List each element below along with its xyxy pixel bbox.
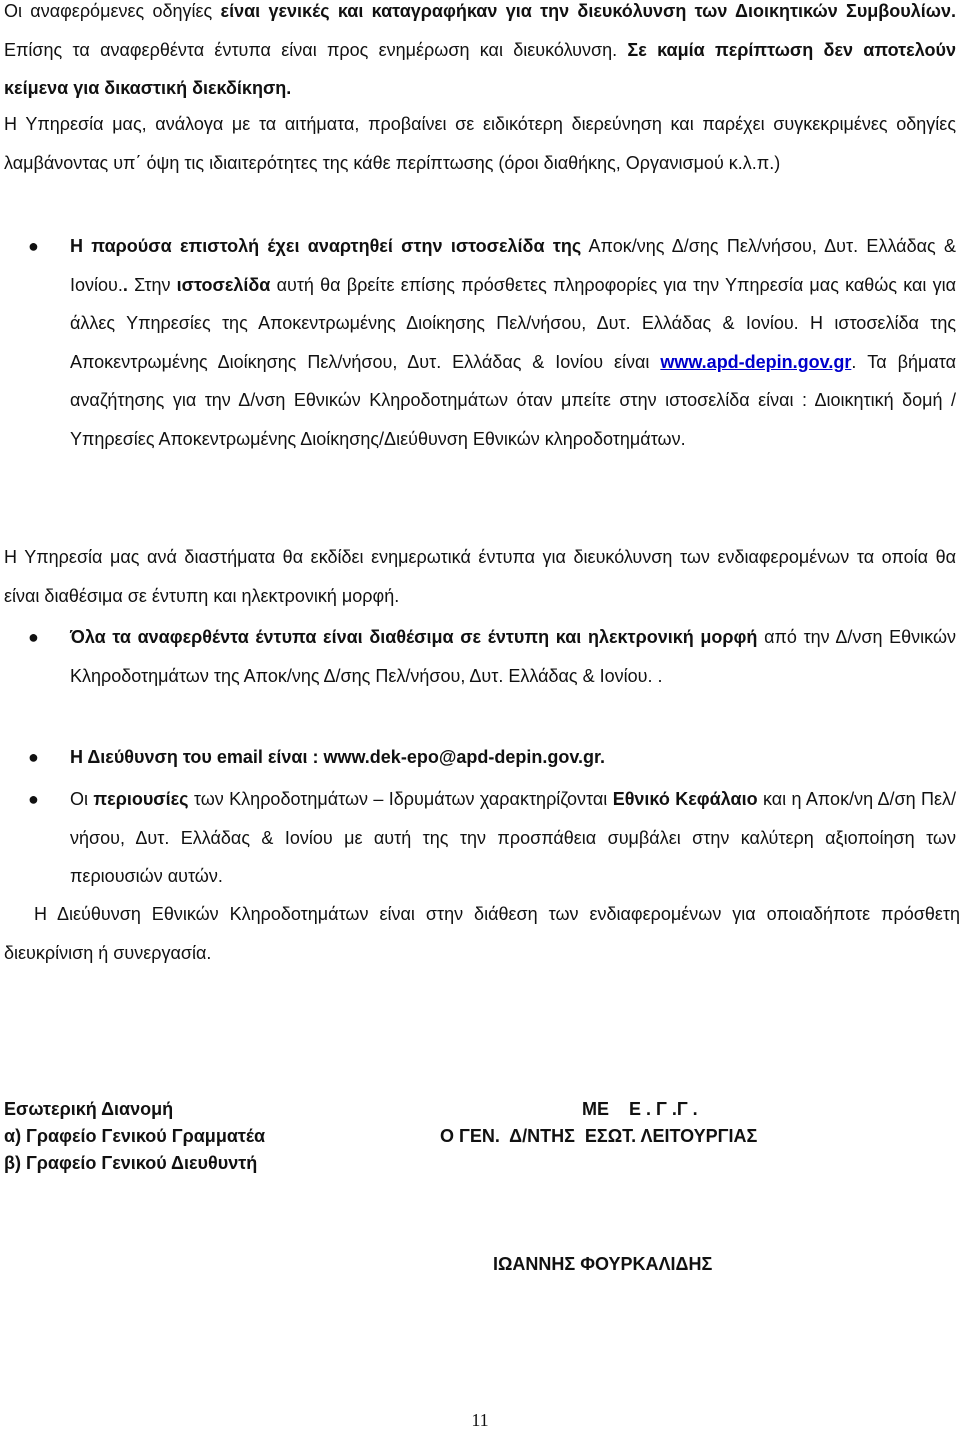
signature-title-1: ΜΕ Ε . Γ .Γ . [582,1099,698,1119]
bullet-website [0,227,956,458]
closing-text: Η Διεύθυνση Εθνικών Κληροδοτημάτων είναι στην διάθεση των ενδιαφερομένων για οποιαδήποτε πρόσθετη διευκρίνιση ή συνεργασία. [4,904,960,963]
bullet-icon: ● [28,627,39,647]
closing-paragraph [4,895,960,972]
bullet-availability-text: Όλα τα αναφερθέντα έντυπα είναι διαθέσιμα σε έντυπη και ηλεκτρονική μορφή από την Δ/νση Εθνικών Κληροδοτημάτων της Αποκ/νης Δ/σης Πελ/νήσου, Δυτ. Ελλάδας & Ιονίου. . [70,627,956,686]
intro-text-2: Επίσης τα αναφερθέντα έντυπα είναι προς ενημέρωση και διευκόλυνση. [4,39,628,60]
bullet-email-text: Η Διεύθυνση του email είναι : www.dek-epo@apd-depin.gov.gr. [70,747,606,767]
bullet-icon: ● [28,236,39,256]
bullet-assets-text: Οι περιουσίες των Κληροδοτημάτων – Ιδρυμάτων χαρακτηρίζονται Εθνικό Κεφάλαιο και η Αποκ/νη Δ/ση Πελ/νήσου, Δυτ. Ελλάδας & Ιονίου με αυτή της την προσπάθεια συμβάλει στην καλύτερη αξιοποίηση των περιουσιών αυτών. [70,789,956,886]
page-number: 11 [471,1410,489,1430]
bullet-website-text: Η παρούσα επιστολή έχει αναρτηθεί στην ιστοσελίδα της Αποκ/νης Δ/σης Πελ/νήσου, Δυτ. Ελλάδας & Ιονίου.. Στην ιστοσελίδα αυτή θα βρείτε επίσης πρόσθετες πληροφορίες για την Υπηρεσία μας καθώς και για άλλες Υπηρεσίες της Αποκεντρωμένης Διοίκησης Πελ/νήσου, Δυτ. Ελλάδας & Ιονίου. Η ιστοσελίδα της Αποκεντρωμένης Διοίκησης Πελ/νήσου, Δυτ. Ελλάδας & Ιονίου είναι www.apd-depin.gov.gr. Τα βήματα αναζήτησης για την Δ/νση Εθνικών Κληροδοτημάτων όταν μπείτε στην ιστοσελίδα είναι : Διοικητική δομή /Υπηρεσίες Αποκεντρωμένης Διοίκησης/Διεύθυνση Εθνικών κληροδοτημάτων. [70,236,956,449]
intro-paragraph [4,0,956,108]
distribution-item-b: β) Γραφείο Γενικού Διευθυντή [4,1153,258,1173]
signature-title-2: Ο ΓΕΝ. Δ/ΝΤΗΣ ΕΣΩΤ. ΛΕΙΤΟΥΡΓΙΑΣ [440,1126,758,1146]
service-text: Η Υπηρεσία μας, ανάλογα με τα αιτήματα, προβαίνει σε ειδικότερη διερεύνηση και παρέχει συγκεκριμένες οδηγίες λαμβάνοντας υπ΄ όψη τις ιδιαιτερότητες της κάθε περίπτωσης (όροι διαθήκης, Οργανισμού κ.λ.π.) [4,114,956,173]
intro-text: Οι αναφερόμενες οδηγίες [4,1,221,21]
distribution-heading: Εσωτερική Διανομή [4,1099,174,1119]
bullet-assets [0,780,956,896]
signatory-name: ΙΩΑΝΝΗΣ ΦΟΥΡΚΑΛΙΔΗΣ [493,1254,713,1274]
bullet-icon: ● [28,789,39,809]
leaflets-text: Η Υπηρεσία μας ανά διαστήματα θα εκδίδει ενημερωτικά έντυπα για διευκόλυνση των ενδιαφερομένων τα οποία θα είναι διαθέσιμα σε έντυπη και ηλεκτρονική μορφή. [4,547,956,606]
distribution-item-a: α) Γραφείο Γενικού Γραμματέα [4,1126,266,1146]
leaflets-paragraph [4,538,956,615]
bullet-availability [0,618,956,695]
website-link[interactable]: www.apd-depin.gov.gr [660,351,852,372]
bullet-email [0,738,956,777]
service-paragraph [4,105,956,182]
intro-bold: είναι γενικές και καταγραφήκαν για την διευκόλυνση των Διοικητικών Συμβουλίων. [220,1,956,21]
bullet-icon: ● [28,747,39,767]
intro-bold-2: Σε καμία περίπτωση δεν αποτελούν κείμενα για δικαστική διεκδίκηση. [4,39,956,98]
internal-distribution [4,1096,265,1177]
